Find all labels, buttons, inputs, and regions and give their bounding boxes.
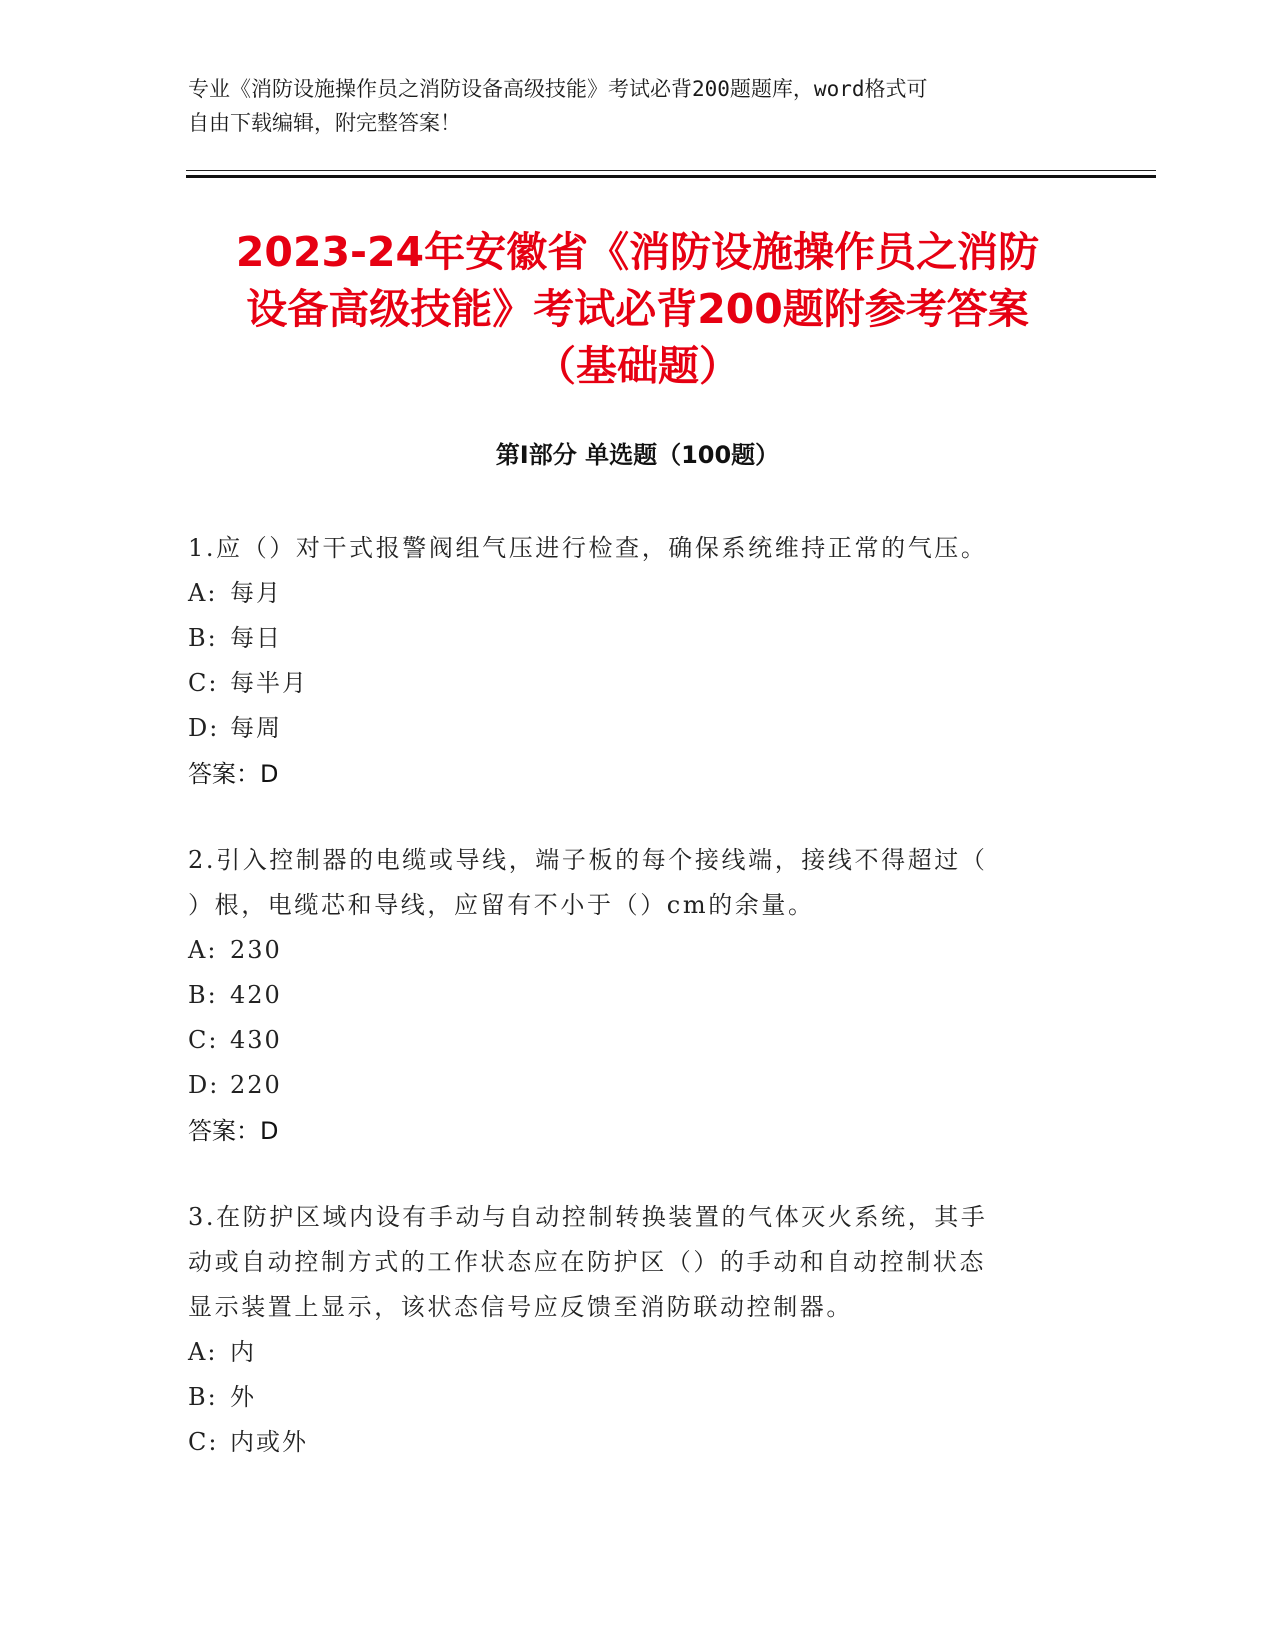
answer-option (188, 571, 1088, 616)
question-list (188, 526, 1088, 1506)
header-divider-thin (186, 170, 1156, 171)
option-letter: A: (188, 936, 218, 964)
option-letter: D: (188, 714, 220, 742)
option-letter: B: (188, 624, 218, 652)
header-note-line-1: 专业《消防设施操作员之消防设备高级技能》考试必背200题题库，word格式可 (188, 77, 928, 101)
question-item (188, 526, 1088, 797)
answer-option (188, 616, 1088, 661)
question-item (188, 838, 1088, 1154)
question-item (188, 1195, 1088, 1465)
option-text: 每月 (230, 579, 282, 607)
document-title-line-1: 2023-24年安徽省《消防设施操作员之消防 (235, 228, 1040, 276)
option-text: 220 (230, 1071, 282, 1099)
answer-option (188, 1375, 1088, 1420)
document-title-line-2: 设备高级技能》考试必背200题附参考答案 (246, 285, 1029, 333)
header-note (188, 72, 1088, 140)
header-note-line-2: 自由下载编辑，附完整答案！ (188, 111, 461, 135)
answer-key: 答案：D (188, 1117, 279, 1145)
question-stem-line: 1.应（）对干式报警阀组气压进行检查，确保系统维持正常的气压。 (188, 534, 988, 562)
option-text: 外 (230, 1383, 256, 1411)
document-title-line-3: （基础题） (535, 342, 740, 390)
option-text: 230 (230, 936, 282, 964)
option-letter: B: (188, 981, 218, 1009)
option-text: 内或外 (230, 1428, 308, 1456)
question-stem-line: ）根，电缆芯和导线，应留有不小于（）cm的余量。 (188, 891, 815, 919)
answer-option (188, 1330, 1088, 1375)
option-text: 每日 (230, 624, 282, 652)
section-heading: 第I部分 单选题（100题） (495, 441, 780, 469)
option-letter: B: (188, 1383, 218, 1411)
answer-option (188, 1420, 1088, 1465)
question-stem-line: 3.在防护区域内设有手动与自动控制转换装置的气体灭火系统，其手 (188, 1203, 988, 1231)
answer-option (188, 928, 1088, 973)
option-text: 内 (230, 1338, 256, 1366)
option-letter: C: (188, 1026, 219, 1054)
option-text: 430 (230, 1026, 282, 1054)
answer-option (188, 661, 1088, 706)
header-divider-thick (186, 175, 1156, 178)
option-letter: C: (188, 669, 219, 697)
answer-key: 答案：D (188, 760, 279, 788)
option-letter: A: (188, 579, 218, 607)
option-text: 每周 (230, 714, 282, 742)
option-letter: D: (188, 1071, 220, 1099)
answer-option (188, 706, 1088, 751)
option-letter: C: (188, 1428, 219, 1456)
answer-option (188, 1018, 1088, 1063)
option-text: 每半月 (230, 669, 308, 697)
answer-option (188, 1063, 1088, 1108)
option-text: 420 (230, 981, 282, 1009)
question-stem-line: 显示装置上显示，该状态信号应反馈至消防联动控制器。 (188, 1293, 853, 1321)
document-title (140, 224, 1135, 395)
question-stem-line: 2.引入控制器的电缆或导线，端子板的每个接线端，接线不得超过（ (188, 846, 988, 874)
answer-option (188, 973, 1088, 1018)
question-stem-line: 动或自动控制方式的工作状态应在防护区（）的手动和自动控制状态 (188, 1248, 986, 1276)
option-letter: A: (188, 1338, 218, 1366)
